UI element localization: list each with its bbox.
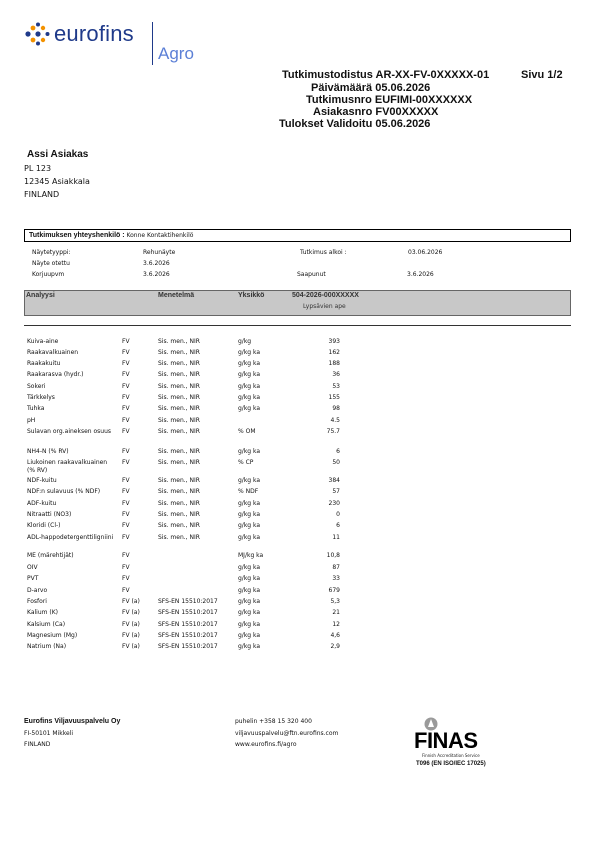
row-analysis-name: Natrium (Na) <box>27 643 67 650</box>
row-unit: g/kg <box>238 338 252 345</box>
row-unit: g/kg ka <box>238 394 261 401</box>
row-lab: FV <box>122 477 130 484</box>
footer-website[interactable]: www.eurofins.fi/agro <box>235 741 297 748</box>
row-lab: FV <box>122 428 130 435</box>
row-unit: g/kg ka <box>238 500 261 507</box>
row-analysis-name: Tärkkelys <box>27 394 55 401</box>
row-value: 4,6 <box>330 632 340 639</box>
row-unit: % OM <box>238 428 256 435</box>
row-lab: FV (a) <box>122 609 140 616</box>
footer-company: Eurofins Viljavuuspalvelu Oy <box>24 718 121 725</box>
row-unit: g/kg ka <box>238 632 261 639</box>
row-unit: g/kg ka <box>238 448 261 455</box>
row-method: SFS-EN 15510:2017 <box>158 621 218 628</box>
finas-code: T096 (EN ISO/IEC 17025) <box>416 761 486 767</box>
row-value: 10,8 <box>326 552 340 559</box>
row-method: Sis. men., NIR <box>158 371 200 378</box>
row-analysis-name: Liukoinen raakavalkuainen (% RV) <box>27 459 108 474</box>
row-value: 155 <box>328 394 340 401</box>
customer-po-box: PL 123 <box>24 164 52 173</box>
row-value: 393 <box>328 338 340 345</box>
row-value: 12 <box>332 621 340 628</box>
row-value: 53 <box>332 383 340 390</box>
row-value: 98 <box>332 405 340 412</box>
row-analysis-name: D-arvo <box>27 587 48 594</box>
row-method: SFS-EN 15510:2017 <box>158 609 218 616</box>
row-unit: g/kg ka <box>238 575 261 582</box>
row-analysis-name: ME (märehtijät) <box>27 552 74 559</box>
row-method: Sis. men., NIR <box>158 338 200 345</box>
contact-label: Tutkimuksen yhteyshenkilö : <box>29 232 125 239</box>
row-lab: FV <box>122 448 130 455</box>
row-lab: FV <box>122 383 130 390</box>
row-analysis-name: Kalsium (Ca) <box>27 621 66 628</box>
row-lab: FV (a) <box>122 643 140 650</box>
footer-email[interactable]: viljavuuspalvelu@ftn.eurofins.com <box>235 730 339 737</box>
row-lab: FV (a) <box>122 598 140 605</box>
row-lab: FV <box>122 575 130 582</box>
arrived-value: 3.6.2026 <box>407 271 434 278</box>
row-value: 6 <box>336 522 340 529</box>
col-sample-id: 504-2026-000XXXXX <box>292 292 359 299</box>
row-unit: g/kg ka <box>238 405 261 412</box>
report-number: Tutkimustodistus AR-XX-FV-0XXXXX-01 <box>282 69 490 81</box>
row-analysis-name: Nitraatti (NO3) <box>27 511 72 518</box>
row-value: 4.5 <box>330 417 340 424</box>
row-lab: FV <box>122 552 130 559</box>
row-value: 36 <box>332 371 340 378</box>
row-unit: % NDF <box>238 488 259 495</box>
row-method: SFS-EN 15510:2017 <box>158 598 218 605</box>
row-value: 2,9 <box>330 643 340 650</box>
row-lab: FV <box>122 459 130 466</box>
row-value: 0 <box>336 511 340 518</box>
row-analysis-name: pH <box>27 417 36 424</box>
row-lab: FV <box>122 500 130 507</box>
row-analysis-name: Raakakuitu <box>27 360 61 367</box>
row-method: Sis. men., NIR <box>158 383 200 390</box>
row-analysis-name: Raakarasva (hydr.) <box>27 371 84 378</box>
row-analysis-name: Fosfori <box>27 598 47 605</box>
row-unit: g/kg ka <box>238 477 261 484</box>
sampled-value: 3.6.2026 <box>143 260 170 267</box>
brand-division: Agro <box>158 44 194 63</box>
row-lab: FV <box>122 534 130 541</box>
row-method: Sis. men., NIR <box>158 522 200 529</box>
row-method: Sis. men., NIR <box>158 500 200 507</box>
study-number: Tutkimusnro EUFIMI-00XXXXXX <box>306 94 473 106</box>
row-lab: FV <box>122 488 130 495</box>
harvest-label: Korjuupvm <box>32 271 65 278</box>
row-lab: FV <box>122 360 130 367</box>
row-unit: g/kg ka <box>238 643 261 650</box>
row-unit: g/kg ka <box>238 349 261 356</box>
row-value: 33 <box>332 575 340 582</box>
row-analysis-name: NDF-kuitu <box>27 477 57 484</box>
sample-type-value: Rehunäyte <box>143 249 176 256</box>
footer-country: FINLAND <box>24 741 51 748</box>
row-lab: FV (a) <box>122 632 140 639</box>
row-analysis-name: ADF-kuitu <box>27 500 57 507</box>
row-method: Sis. men., NIR <box>158 459 200 466</box>
table-divider <box>24 325 571 326</box>
row-unit: g/kg ka <box>238 511 261 518</box>
row-analysis-name: Magnesium (Mg) <box>27 632 78 639</box>
finas-logo: FINAS <box>414 728 478 753</box>
row-method: Sis. men., NIR <box>158 360 200 367</box>
row-lab: FV <box>122 338 130 345</box>
row-unit: g/kg ka <box>238 360 261 367</box>
row-value: 188 <box>328 360 340 367</box>
finas-service: Finnish Accreditation Service <box>422 753 480 758</box>
row-method: Sis. men., NIR <box>158 511 200 518</box>
row-method: Sis. men., NIR <box>158 428 200 435</box>
sampled-label: Näyte otettu <box>32 260 70 267</box>
row-unit: g/kg ka <box>238 534 261 541</box>
row-method: SFS-EN 15510:2017 <box>158 643 218 650</box>
row-unit: g/kg ka <box>238 621 261 628</box>
page-number: Sivu 1/2 <box>521 69 563 81</box>
row-unit: % CP <box>238 459 254 466</box>
col-unit: Yksikkö <box>238 292 265 299</box>
logo-divider <box>152 22 153 65</box>
row-analysis-name: Sulavan org.aineksen osuus <box>27 428 112 435</box>
row-analysis-name: Kalium (K) <box>27 609 59 616</box>
row-unit: g/kg ka <box>238 383 261 390</box>
contact-value: Konne Kontaktihenkilö <box>126 232 194 239</box>
row-lab: FV <box>122 371 130 378</box>
row-method: SFS-EN 15510:2017 <box>158 632 218 639</box>
customer-name: Assi Asiakas <box>27 149 89 160</box>
customer-number: Asiakasnro FV00XXXXX <box>313 106 439 118</box>
footer-address: FI-50101 Mikkeli <box>24 730 73 737</box>
row-method: Sis. men., NIR <box>158 534 200 541</box>
row-value: 679 <box>328 587 340 594</box>
sample-type-label: Näytetyyppi: <box>32 249 71 256</box>
row-method: Sis. men., NIR <box>158 477 200 484</box>
row-analysis-name: ADL-happodetergenttiligniini <box>27 534 114 541</box>
row-unit: g/kg ka <box>238 609 261 616</box>
row-analysis-name: NDF:n sulavuus (% NDF) <box>27 488 101 495</box>
row-method: Sis. men., NIR <box>158 405 200 412</box>
row-lab: FV <box>122 511 130 518</box>
footer-phone: puhelin +358 15 320 400 <box>235 718 312 725</box>
row-analysis-name: Kuiva-aine <box>27 338 59 345</box>
row-method: Sis. men., NIR <box>158 417 200 424</box>
row-lab: FV <box>122 394 130 401</box>
row-method: Sis. men., NIR <box>158 448 200 455</box>
row-lab: FV <box>122 417 130 424</box>
study-started-value: 03.06.2026 <box>408 249 443 256</box>
row-value: 75.7 <box>326 428 340 435</box>
eurofins-logo-icon <box>24 22 50 46</box>
arrived-label: Saapunut <box>297 271 326 278</box>
harvest-value: 3.6.2026 <box>143 271 170 278</box>
row-analysis-name: PVT <box>27 575 39 582</box>
row-lab: FV (a) <box>122 621 140 628</box>
row-method: Sis. men., NIR <box>158 394 200 401</box>
row-unit: g/kg ka <box>238 587 261 594</box>
row-value: 384 <box>328 477 340 484</box>
row-analysis-name: Kloridi (Cl-) <box>27 522 61 529</box>
row-unit: MJ/kg ka <box>238 552 264 559</box>
row-analysis-name: Sokeri <box>27 383 46 390</box>
row-value: 50 <box>332 459 340 466</box>
row-lab: FV <box>122 349 130 356</box>
contact-person-box <box>24 229 571 242</box>
row-analysis-name: Raakavalkuainen <box>27 349 79 356</box>
validated-date: Tulokset Validoitu 05.06.2026 <box>279 118 431 130</box>
row-value: 230 <box>328 500 340 507</box>
row-unit: g/kg ka <box>238 564 261 571</box>
row-value: 6 <box>336 448 340 455</box>
report-date: Päivämäärä 05.06.2026 <box>311 82 431 94</box>
customer-postal: 12345 Asiakkala <box>24 177 90 186</box>
row-unit: g/kg ka <box>238 522 261 529</box>
row-lab: FV <box>122 522 130 529</box>
col-method: Menetelmä <box>158 292 195 299</box>
col-analysis: Analyysi <box>26 292 55 299</box>
row-method: Sis. men., NIR <box>158 488 200 495</box>
row-lab: FV <box>122 564 130 571</box>
row-value: 11 <box>332 534 340 541</box>
col-sample-name: Lypsävien ape <box>303 303 346 310</box>
row-lab: FV <box>122 587 130 594</box>
row-lab: FV <box>122 405 130 412</box>
row-analysis-name: Tuhka <box>27 405 45 412</box>
row-value: 162 <box>328 349 340 356</box>
study-started-label: Tutkimus alkoi : <box>300 249 347 256</box>
row-unit: g/kg ka <box>238 371 261 378</box>
row-value: 87 <box>332 564 340 571</box>
customer-country: FINLAND <box>24 190 60 199</box>
row-analysis-name: NH4-N (% RV) <box>27 448 69 455</box>
row-analysis-name: OIV <box>27 564 38 571</box>
row-value: 5,3 <box>330 598 340 605</box>
brand-logo-text: eurofins <box>54 21 134 46</box>
row-method: Sis. men., NIR <box>158 349 200 356</box>
row-value: 57 <box>332 488 340 495</box>
row-value: 21 <box>332 609 340 616</box>
row-unit: g/kg ka <box>238 598 261 605</box>
